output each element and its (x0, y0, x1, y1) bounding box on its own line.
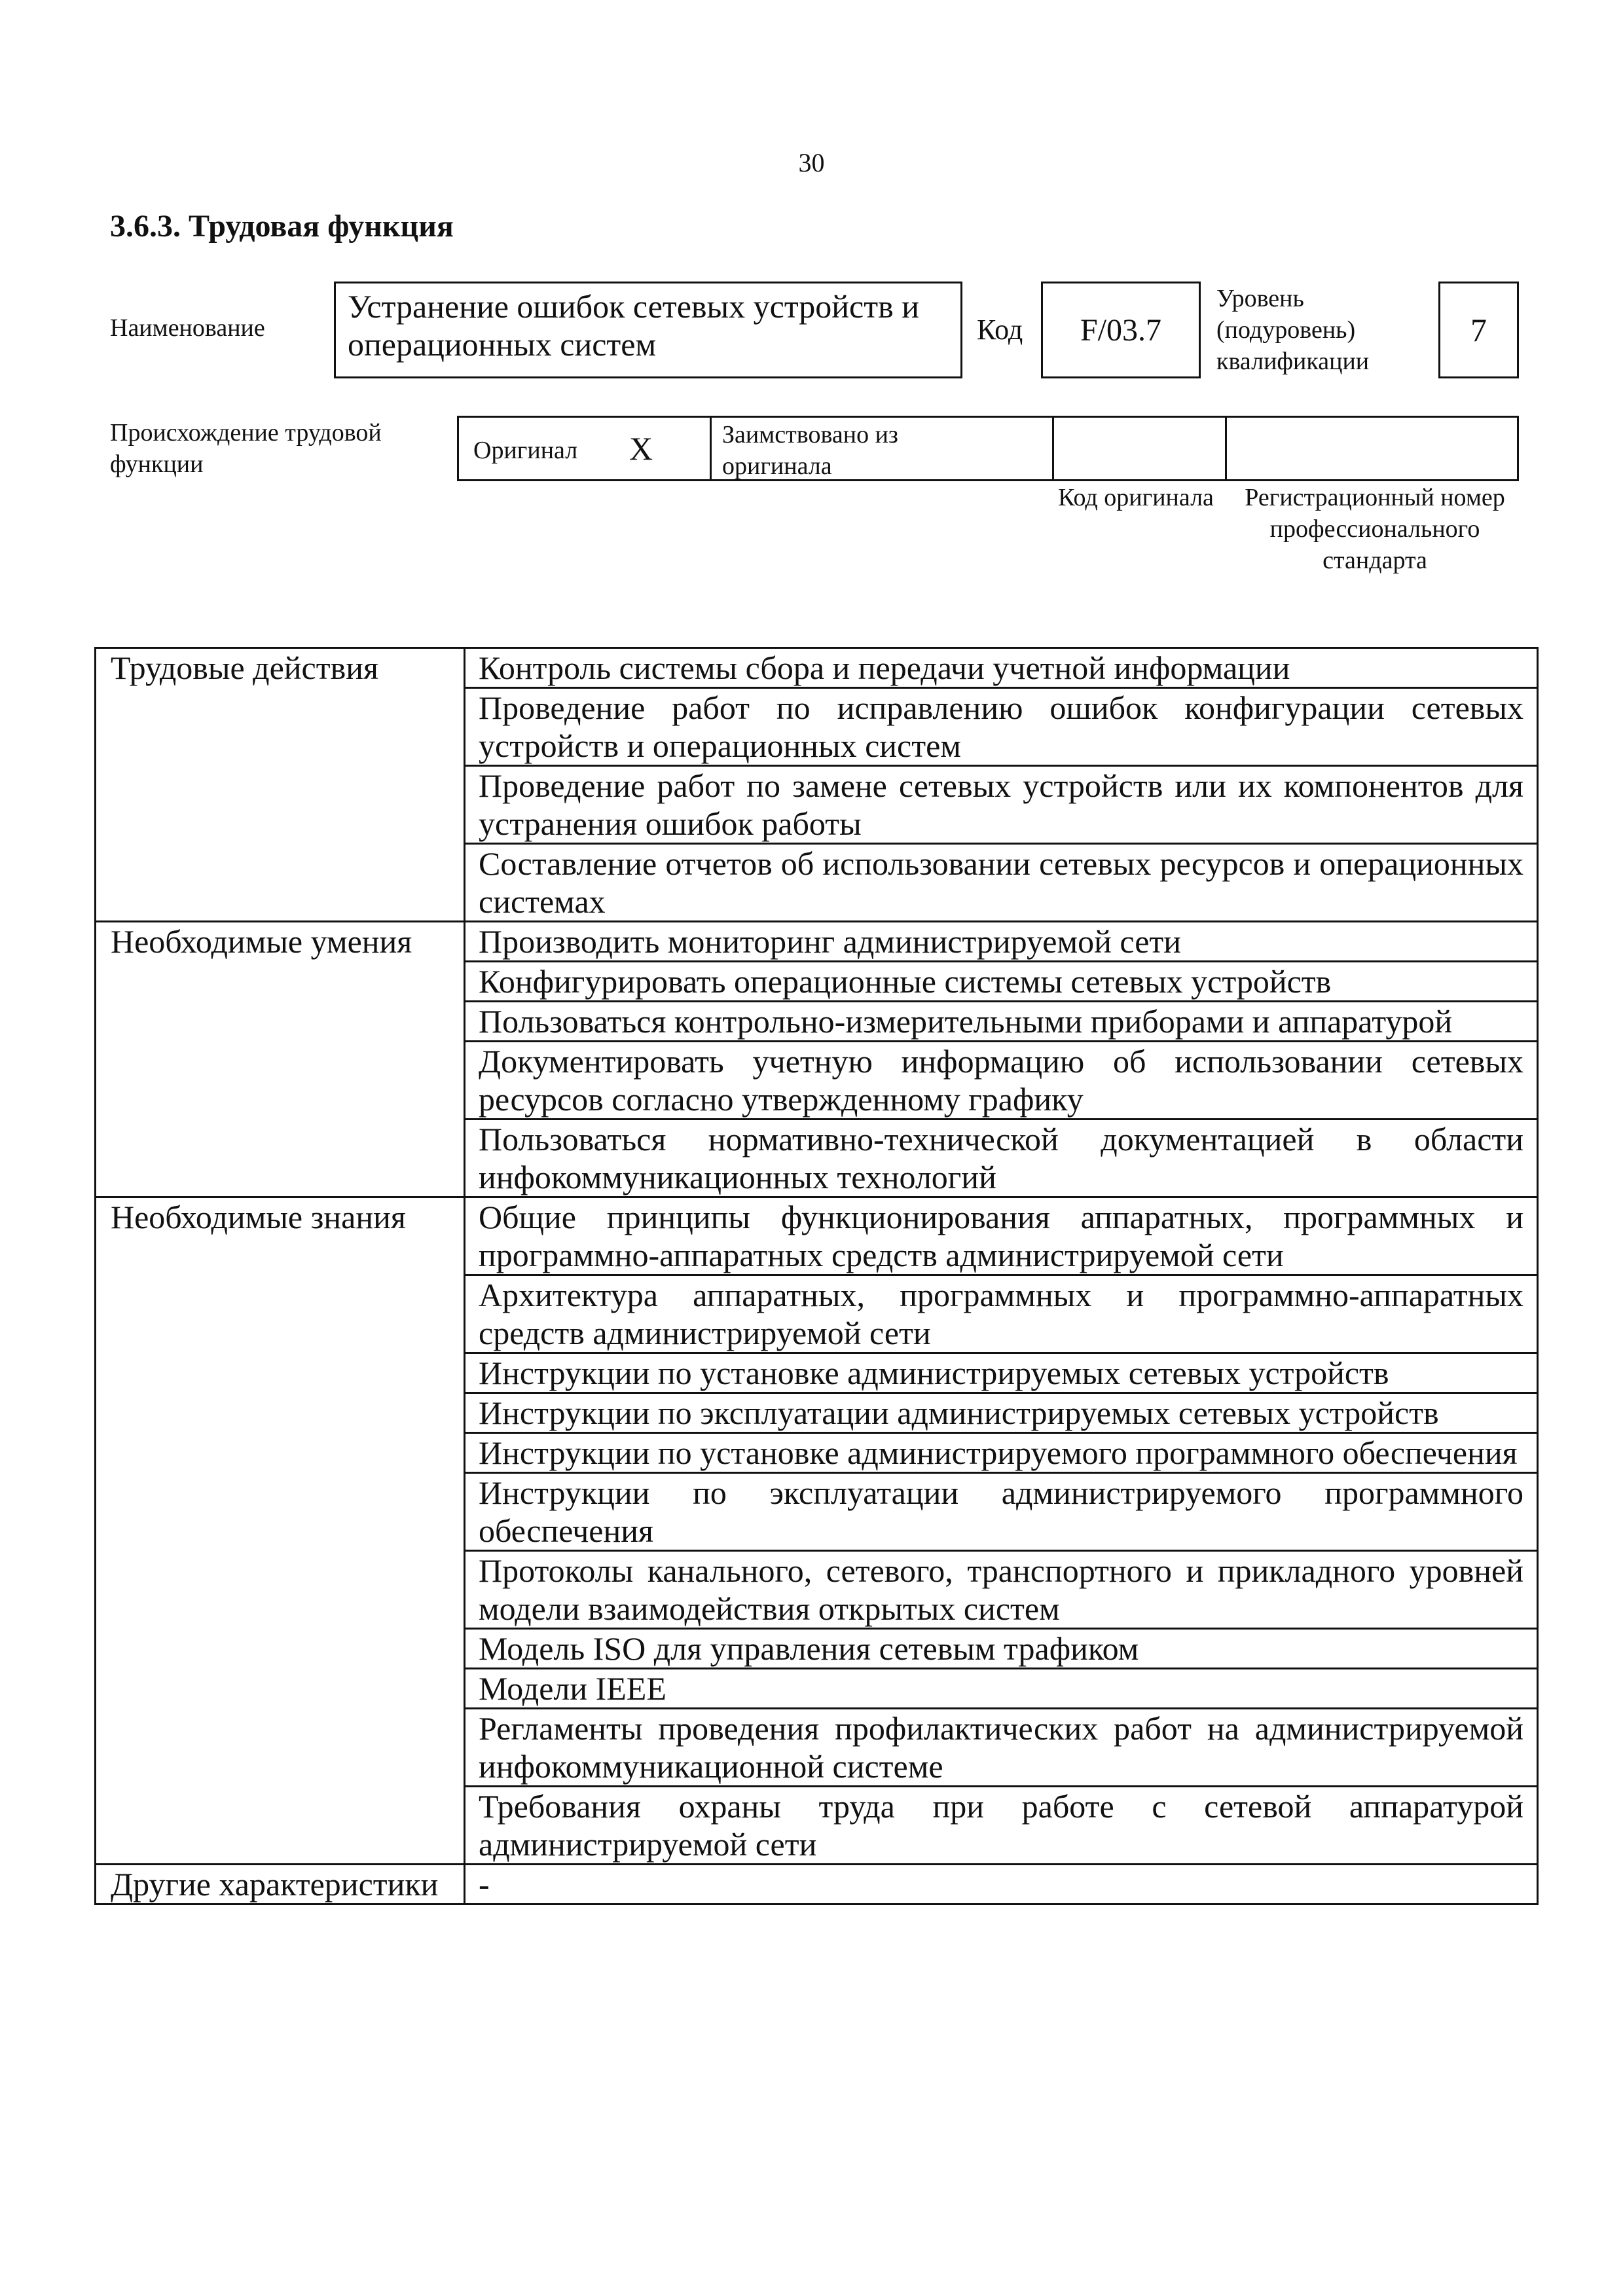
code-value: F/03.7 (1080, 312, 1162, 348)
table-cell-item: Документировать учетную информацию об использовании сетевых ресурсов согласно утвержденному графику (465, 1042, 1538, 1120)
code-value-box (1041, 282, 1201, 378)
borrowed-label: Заимствовано из оригинала (722, 421, 898, 480)
section-category: Необходимые знания (96, 1197, 465, 1865)
code-label: Код (977, 314, 1023, 346)
table-cell-item: Контроль системы сбора и передачи учетной информации (465, 648, 1538, 688)
table-row (96, 922, 1538, 962)
table-cell-item: Регламенты проведения профилактических работ на администрируемой инфокоммуникационной системе (465, 1709, 1538, 1787)
divider (1225, 418, 1227, 479)
name-value-box (334, 282, 962, 378)
table-cell-item: Пользоваться нормативно-технической документацией в области инфокоммуникационных технологий (465, 1120, 1538, 1197)
page-number: 30 (798, 148, 825, 177)
level-label: Уровень (подуровень) квалификации (1216, 285, 1370, 375)
name-value: Устранение ошибок сетевых устройств и операционных систем (348, 288, 919, 363)
divider (1052, 418, 1054, 479)
original-mark: X (629, 430, 653, 467)
table-cell-item: Инструкции по установке администрируемого программного обеспечения (465, 1433, 1538, 1473)
table-cell-item: Проведение работ по исправлению ошибок конфигурации сетевых устройств и операционных систем (465, 688, 1538, 766)
reg-caption: Регистрационный номер профессионального стандарта (1245, 484, 1505, 574)
code-caption: Код оригинала (1058, 484, 1214, 511)
table-cell-item: Составление отчетов об использовании сетевых ресурсов и операционных системах (465, 844, 1538, 922)
table-cell-item: Протоколы канального, сетевого, транспортного и прикладного уровней модели взаимодействия открытых систем (465, 1551, 1538, 1629)
table-cell-item: Проведение работ по замене сетевых устройств или их компонентов для устранения ошибок работы (465, 766, 1538, 844)
table-cell-item: Производить мониторинг администрируемой сети (465, 922, 1538, 962)
section-category: Другие характеристики (96, 1865, 465, 1904)
table-cell-item: Архитектура аппаратных, программных и программно-аппаратных средств администрируемой сети (465, 1275, 1538, 1353)
table-cell-item: Инструкции по эксплуатации администрируемого программного обеспечения (465, 1473, 1538, 1551)
origin-label: Происхождение трудовой функции (110, 419, 382, 478)
section-category: Трудовые действия (96, 648, 465, 922)
competency-table (94, 647, 1539, 1905)
level-value: 7 (1470, 312, 1487, 348)
table-cell-item: Общие принципы функционирования аппаратных, программных и программно-аппаратных средств администрируемой сети (465, 1197, 1538, 1275)
section-category: Необходимые умения (96, 922, 465, 1197)
divider (710, 418, 712, 479)
section-title: 3.6.3. Трудовая функция (110, 209, 454, 244)
table-cell-item: Инструкции по установке администрируемых сетевых устройств (465, 1353, 1538, 1393)
table-cell-item: Инструкции по эксплуатации администрируемых сетевых устройств (465, 1393, 1538, 1433)
table-row (96, 1865, 1538, 1904)
origin-table (457, 416, 1519, 481)
table-cell-item: Пользоваться контрольно-измерительными приборами и аппаратурой (465, 1002, 1538, 1042)
name-label: Наименование (110, 314, 265, 342)
table-cell-item: - (465, 1865, 1538, 1904)
table-row (96, 1197, 1538, 1275)
table-cell-item: Требования охраны труда при работе с сетевой аппаратурой администрируемой сети (465, 1787, 1538, 1865)
table-cell-item: Конфигурировать операционные системы сетевых устройств (465, 962, 1538, 1002)
table-cell-item: Модель ISO для управления сетевым трафиком (465, 1629, 1538, 1669)
level-value-box (1438, 282, 1519, 378)
table-cell-item: Модели IEEE (465, 1669, 1538, 1709)
original-label: Оригинал (473, 437, 578, 464)
table-row (96, 648, 1538, 688)
